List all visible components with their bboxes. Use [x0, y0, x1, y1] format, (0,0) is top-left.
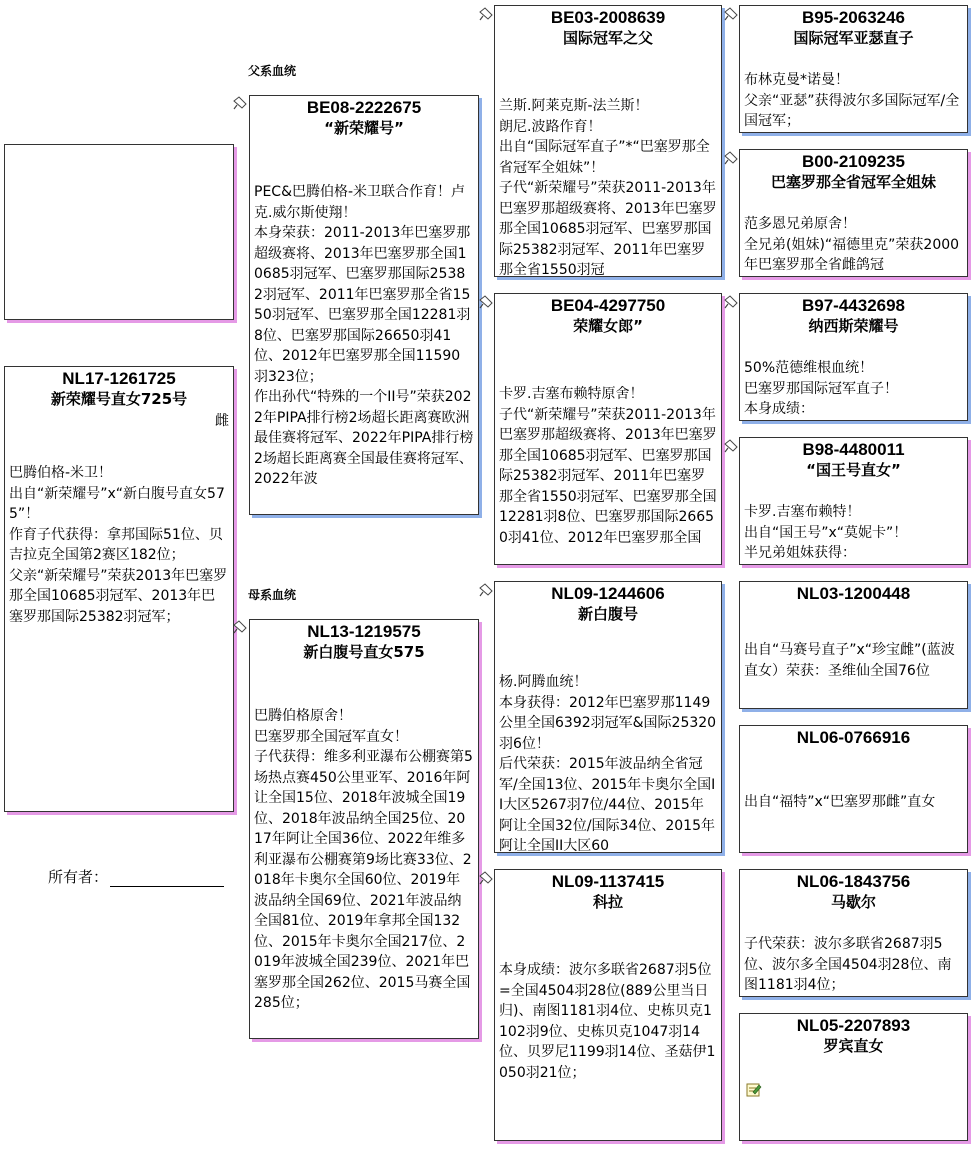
great-grandparent-notes: 布林克曼*诺曼！ 父亲“亚瑟”获得波尔多国际冠军/全国冠军； [744, 72, 960, 129]
great-grandparent-code: B95-2063246 [801, 8, 906, 27]
great-grandparent-name: 巴塞罗那全省冠军全姐妹 [770, 173, 936, 191]
grandparent-name: 国际冠军之父 [562, 29, 653, 47]
dam-line-label: 母系血统 [248, 588, 297, 602]
grandparent-card[interactable] [494, 869, 722, 1141]
grandparent-code: BE04-4297750 [550, 296, 666, 315]
great-grandparent-code: NL06-1843756 [796, 872, 911, 891]
subject-code: NL17-1261725 [62, 369, 176, 388]
great-grandparent-notes: 出自“福特”x“巴塞罗那雌”直女 [744, 794, 936, 810]
grandparent-card[interactable] [494, 5, 722, 277]
grandparent-code: NL09-1137415 [551, 872, 665, 891]
grandparent-notes: 卡罗.吉塞布赖特原舍！ 子代“新荣耀号”荣获2011-2013年巴塞罗那超级赛将、2013年巴塞罗那全国10685羽冠军、巴塞罗那国际25382羽冠军、2011年巴塞罗那全省1550羽冠军、巴塞罗那全国12281羽8位、巴塞罗那国际26650羽41位、2012年巴塞罗那全国 [499, 386, 717, 546]
subject-name: 新荣耀号直女725号 [50, 390, 188, 408]
great-grandparent-code: NL05-2207893 [796, 1016, 911, 1035]
dam-code: NL13-1219575 [307, 622, 421, 641]
pin-icon[interactable] [724, 151, 738, 165]
subject-notes: 巴腾伯格-米卫！ 出自“新荣耀号”x“新白腹号直女575”！ 作育子代获得：拿邦国际51位、贝吉拉克全国第2赛区182位； 父亲“新荣耀号”荣获2013年巴塞罗那全国10685羽冠军、2013年巴塞罗那国际25382羽冠军； [9, 465, 228, 625]
owner-field[interactable] [48, 866, 224, 887]
sire-card[interactable] [249, 95, 479, 515]
great-grandparent-card[interactable] [739, 293, 968, 421]
dam-notes: 巴腾伯格原舍！ 巴塞罗那全国冠军直女！ 子代获得：维多利亚瀑布公棚赛第5场热点赛450公里亚军、2016年阿让全国15位、2018年波城全国19位、2018年波品纳全国25位、2017年阿让全国36位、2022年维多利亚瀑布公棚赛第9场比赛33位、2018年卡奥尔全国60位、2019年波品纳全国69位、2021年波品纳全国81位、2019年拿邦全国132位、2015年卡奥尔全国217位、2019年波城全国239位、2021年巴塞罗那全国262位、2015马赛全国285位； [254, 708, 473, 1011]
grandparent-code: NL09-1244606 [551, 584, 665, 603]
great-grandparent-code: B00-2109235 [801, 152, 906, 171]
great-grandparent-card[interactable] [739, 149, 968, 277]
subject-sex: 雌 [215, 413, 229, 429]
great-grandparent-notes: 卡罗.吉塞布赖特！ 出自“国王号”x“莫妮卡”！ 半兄弟姐妹获得： [744, 504, 908, 561]
pin-icon[interactable] [724, 439, 738, 453]
pin-icon[interactable] [233, 620, 247, 634]
great-grandparent-notes: 范多恩兄弟原舍！ 全兄弟(姐妹)“福德里克”荣获2000年巴塞罗那全省雌鸽冠 [744, 216, 960, 273]
dam-card[interactable] [249, 619, 479, 1039]
grandparent-card[interactable] [494, 293, 722, 565]
grandparent-notes: 杨.阿腾血统！ 本身获得：2012年巴塞罗那1149公里全国6392羽冠军&国际25320羽6位！ 后代荣获：2015年波品纳全省冠军/全国13位、2015年卡奥尔全国II大区5267羽7位/44位、2015年阿让全国32位/国际34位、2015年阿让全国II大区60 [499, 674, 717, 853]
great-grandparent-card[interactable] [739, 869, 968, 997]
grandparent-name: 荣耀女郎” [573, 317, 643, 335]
sire-name: “新荣耀号” [324, 119, 404, 137]
note-icon[interactable] [746, 1082, 762, 1098]
great-grandparent-name: 纳西斯荣耀号 [808, 317, 899, 335]
great-grandparent-name: 马歇尔 [830, 893, 876, 911]
great-grandparent-card[interactable] [739, 437, 968, 565]
pin-icon[interactable] [724, 295, 738, 309]
great-grandparent-card[interactable] [739, 1013, 968, 1141]
great-grandparent-code: NL06-0766916 [796, 728, 911, 747]
grandparent-notes: 兰斯.阿莱克斯-法兰斯！ 朗尼.波路作育！ 出自“国际冠军直子”*“巴塞罗那全省冠军全姐妹”！ 子代“新荣耀号”荣获2011-2013年巴塞罗那超级赛将、2013年巴塞罗那全国10685羽冠军、巴塞罗那国际25382羽冠军、2011年巴塞罗那全省1550羽冠 [499, 98, 717, 277]
great-grandparent-name: “国王号直女” [806, 461, 901, 479]
pin-icon[interactable] [724, 7, 738, 21]
grandparent-name: 新白腹号 [577, 605, 638, 623]
grandparent-code: BE03-2008639 [550, 8, 666, 27]
great-grandparent-card[interactable] [739, 581, 968, 709]
great-grandparent-code: B97-4432698 [801, 296, 906, 315]
sire-line-label: 父系血统 [248, 64, 297, 78]
pin-icon[interactable] [479, 583, 493, 597]
owner-line[interactable] [110, 870, 224, 887]
great-grandparent-name: 罗宾直女 [823, 1037, 884, 1055]
dam-name: 新白腹号直女575 [303, 643, 425, 661]
grandparent-card[interactable] [494, 581, 722, 853]
great-grandparent-code: NL03-1200448 [796, 584, 911, 603]
great-grandparent-name: 国际冠军亚瑟直子 [793, 29, 914, 47]
great-grandparent-notes: 出自“马赛号直子”x“珍宝雌”(蓝波直女）荣获：圣维仙全国76位 [744, 642, 955, 679]
great-grandparent-card[interactable] [739, 5, 968, 133]
pin-icon[interactable] [479, 871, 493, 885]
great-grandparent-notes: 50%范德维根血统！ 巴塞罗那国际冠军直子！ 本身成绩： [744, 360, 898, 417]
grandparent-name: 科拉 [592, 893, 623, 911]
pin-icon[interactable] [233, 96, 247, 110]
great-grandparent-card[interactable] [739, 725, 968, 853]
owner-label: 所有者： [48, 868, 109, 886]
photo-frame [4, 144, 234, 320]
sire-notes: PEC&巴腾伯格-米卫联合作育！卢克.威尔斯使翔！ 本身荣获：2011-2013年巴塞罗那超级赛将、2013年巴塞罗那全国10685羽冠军、巴塞罗那国际25382羽冠军、2011年巴塞罗那全省1550羽冠军、巴塞罗那全国12281羽8位、巴塞罗那国际26650羽41位、2012年巴塞罗那全国11590羽323位； 作出孙代“特殊的一个II号”荣获2022年PIPA排行榜2场超长距离赛欧洲最佳赛将冠军、2022年PIPA排行榜2场超长距离赛全国最佳赛将冠军、2022年波 [254, 184, 474, 487]
pin-icon[interactable] [479, 295, 493, 309]
great-grandparent-notes: 子代荣获：波尔多联省2687羽5位、波尔多全国4504羽28位、南图1181羽4位； [744, 936, 952, 993]
pin-icon[interactable] [479, 7, 493, 21]
subject-card[interactable] [4, 366, 234, 812]
grandparent-notes: 本身成绩：波尔多联省2687羽5位=全国4504羽28位(889公里当日归)、南图1181羽4位、史栋贝克1102羽9位、史栋贝克1047羽14位、贝罗尼1199羽14位、圣菇伊1050羽21位； [499, 962, 716, 1081]
great-grandparent-code: B98-4480011 [802, 440, 905, 459]
sire-code: BE08-2222675 [306, 98, 422, 117]
